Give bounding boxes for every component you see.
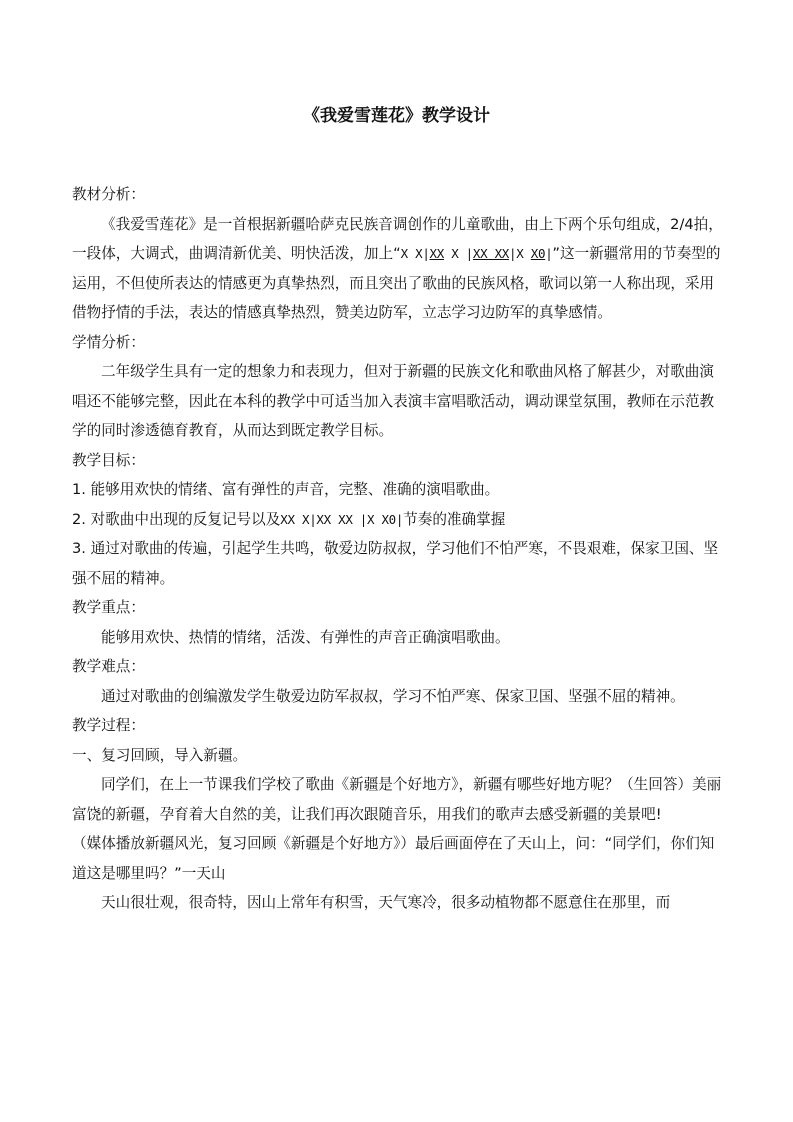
paragraph-step-1-a: 同学们，在上一节课我们学校了歌曲《新疆是个好地方》，新疆有哪些好地方呢？（生回答）美丽富饶的新疆，孕育着大自然的美，让我们再次跟随音乐，用我们的歌声去感受新疆的美景吧! bbox=[72, 776, 722, 823]
rhythm-notation-7: | bbox=[545, 246, 553, 261]
paragraph-step-1-c: 天山很壮观，很奇特，因山上常年有积雪，天气寒冷，很多动植物都不愿意住在那里，而 bbox=[101, 894, 671, 911]
paragraph-step-1-b: （媒体播放新疆风光，复习回顾《新疆是个好地方》）最后画面停在了天山上，问：“同学们，你们知道这是哪里吗？”一天山 bbox=[72, 835, 715, 882]
rhythm-notation-2: XX bbox=[429, 246, 444, 261]
section-heading-process: 教学过程： bbox=[72, 717, 145, 734]
paragraph-key: 能够用欢快、热情的情绪，活泼、有弹性的声音正确演唱歌曲。 bbox=[101, 628, 510, 646]
section-heading-key: 教学重点： bbox=[72, 599, 145, 616]
rhythm-notation-6: X0 bbox=[530, 246, 546, 261]
paragraph-learner: 二年级学生具有一定的想象力和表现力，但对于新疆的民族文化和歌曲风格了解甚少，对歌曲演唱还不能够完整，因此在本科的教学中可适当加入表演丰富唱歌活动，调动课堂氛围，教师在示范教学的同时渗透德育教育，从而达到既定教学目标。 bbox=[72, 363, 715, 439]
analysis-text-b: ”这一新疆常用的节奏型的运用，不但使所表达的情感更为真挚热烈，而且突出了歌曲的民族风格，歌词以第一人称出现，采用借物抒情的手法，表达的情感真挚热烈，赞美边防军，立志学习边防军的真挚感情。 bbox=[72, 245, 721, 321]
rhythm-notation-1: X X| bbox=[400, 246, 430, 261]
document-body bbox=[72, 180, 724, 918]
document-title: 《我爱雪莲花》教学设计 bbox=[303, 106, 490, 126]
rhythm-notation-4: XX XX bbox=[472, 246, 510, 261]
goal-2-rhythm: XX X|XX XX |X X0| bbox=[280, 511, 404, 527]
paragraph-analysis bbox=[72, 210, 724, 328]
analysis-text-a: 《我爱雪莲花》是一首根据新疆哈萨克民族音调创作的儿童歌曲，由上下两个乐句组成，2/4拍，一段体，大调式，曲调清新优美、明快活泼，加上“ bbox=[72, 215, 723, 262]
section-heading-learner: 学情分析： bbox=[72, 333, 145, 351]
section-heading-analysis: 教材分析： bbox=[72, 186, 145, 203]
section-heading-difficulty: 教学难点： bbox=[72, 658, 145, 675]
goal-item-2 bbox=[72, 505, 724, 535]
rhythm-notation-3: X | bbox=[444, 246, 473, 261]
goal-item-3: 3. 通过对歌曲的传遍，引起学生共鸣，敬爱边防叔叔，学习他们不怕严寒，不畏艰难，保家卫国、坚强不屈的精神。 bbox=[72, 540, 719, 587]
goal-2-text-b: 节奏的准确掌握 bbox=[403, 510, 506, 528]
rhythm-notation-5: |X bbox=[509, 246, 531, 261]
goal-2-text-a: 2. 对歌曲中出现的反复记号以及 bbox=[72, 510, 281, 528]
paragraph-difficulty: 通过对歌曲的创编激发学生敬爱边防军叔叔，学习不怕严寒、保家卫国、坚强不屈的精神。 bbox=[101, 687, 685, 705]
process-step-1: 一、复习回顾，导入新疆。 bbox=[72, 746, 248, 764]
goal-item-1: 1. 能够用欢快的情绪、富有弹性的声音，完整、准确的演唱歌曲。 bbox=[72, 481, 500, 498]
section-heading-goals: 教学目标： bbox=[72, 451, 145, 469]
